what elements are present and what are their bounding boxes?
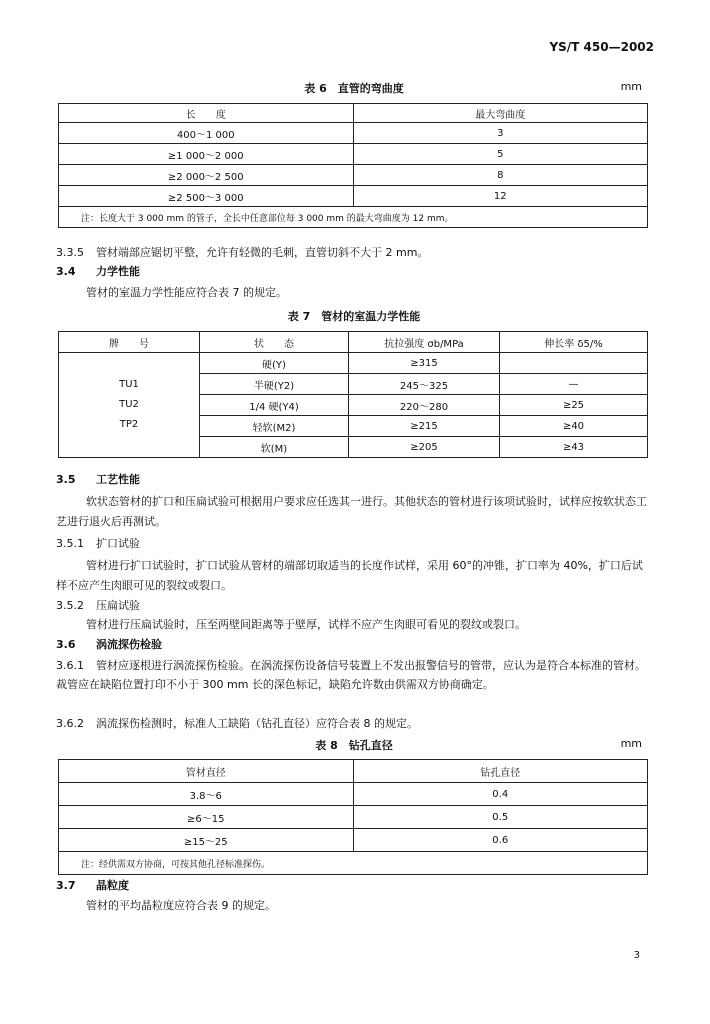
section-number: 3.5: [56, 473, 76, 486]
section-text: 涡流探伤检测时，标准人工缺陷（钻孔直径）应符合表 8 的规定。: [96, 717, 418, 730]
table-cell: 5: [353, 144, 648, 165]
section-3-6-1: [56, 656, 652, 694]
section-3-7-text: 管材的平均晶粒度应符合表 9 的规定。: [86, 899, 276, 912]
table-cell: ≥15～25: [59, 829, 354, 852]
table-row: [59, 144, 648, 165]
table8-caption: 表 8 钻孔直径: [315, 739, 393, 752]
table-cell: 245～325: [349, 374, 500, 395]
section-3-4-text: 管材的室温力学性能应符合表 7 的规定。: [86, 286, 287, 299]
section-title: 扩口试验: [96, 537, 140, 550]
section-3-6-heading: [56, 637, 652, 653]
table-cell: 1/4 硬(Y4): [200, 395, 349, 416]
table-cell: ≥25: [500, 395, 648, 416]
table-cell: 3.8～6: [59, 783, 354, 806]
table-cell: 8: [353, 165, 648, 186]
table-cell: ≥205: [349, 437, 500, 458]
table-cell: 半硬(Y2): [200, 374, 349, 395]
table7-caption: 表 7 管材的室温力学性能: [287, 310, 421, 323]
table-cell: 硬(Y): [200, 353, 349, 374]
table7-header-elongation: 伸长率 δ5/%: [500, 332, 648, 353]
table-cell: 12: [353, 186, 648, 207]
table6-note: 注：长度大于 3 000 mm 的管子，全长中任意部位每 3 000 mm 的最大弯曲度为 12 mm。: [59, 207, 648, 228]
section-number: 3.7: [56, 879, 76, 892]
table7-header-state: 状 态: [200, 332, 349, 353]
section-number: 3.5.1: [56, 537, 84, 550]
section-3-4-heading: [56, 264, 652, 280]
section-3-5-1-text: 管材进行扩口试验时，扩口试验从管材的端部切取适当的长度作试样，采用 60°的冲锥，扩口率为 40%，扩口后试样不应产生肉眼可见的裂纹或裂口。: [56, 559, 643, 592]
table-cell: 0.4: [353, 783, 648, 806]
table-row: [59, 806, 648, 829]
standard-code: YS/T 450—2002: [549, 40, 654, 54]
section-number: 3.6.2: [56, 717, 84, 730]
table-row: [59, 783, 648, 806]
table8-header-pipe-diameter: 管材直径: [59, 760, 354, 783]
section-3-7-heading: [56, 878, 652, 894]
table6-header-bend: 最大弯曲度: [353, 104, 648, 123]
section-number: 3.3.5: [56, 246, 84, 259]
table-row: [59, 353, 648, 374]
table6-header-length: 长 度: [59, 104, 354, 123]
table-cell: 220～280: [349, 395, 500, 416]
section-title: 晶粒度: [96, 879, 129, 892]
table-cell: —: [500, 374, 648, 395]
table-cell: ≥1 000～2 000: [59, 144, 354, 165]
table6-unit: mm: [620, 80, 642, 93]
section-3-5-text: 软状态管材的扩口和压扁试验可根据用户要求应任选其一进行。其他状态的管材进行该项试验时，试样应按软状态工艺进行退火后再测试。: [56, 495, 647, 528]
table-cell: ≥2 500～3 000: [59, 186, 354, 207]
table-row: [59, 186, 648, 207]
table7-header-brand: 牌 号: [59, 332, 200, 353]
section-title: 涡流探伤检验: [96, 638, 162, 651]
section-number: 3.6.1: [56, 659, 84, 672]
table-header-row: [59, 760, 648, 783]
section-3-5-heading: [56, 472, 652, 488]
table-cell: ≥315: [349, 353, 500, 374]
table-note-row: [59, 207, 648, 228]
table8: [58, 759, 648, 875]
table8-note: 注：经供需双方协商，可按其他孔径标准探伤。: [59, 852, 648, 875]
section-title: 工艺性能: [96, 473, 140, 486]
section-3-6-2: [56, 716, 652, 732]
section-3-5-1-heading: [56, 536, 652, 552]
table-cell: 软(M): [200, 437, 349, 458]
section-title: 力学性能: [96, 265, 140, 278]
table-cell: 0.5: [353, 806, 648, 829]
table-row: [59, 123, 648, 144]
table-cell: 0.6: [353, 829, 648, 852]
table6-caption: 表 6 直管的弯曲度: [304, 82, 404, 95]
table6-caption-row: [56, 80, 652, 96]
table-cell: ≥215: [349, 416, 500, 437]
table-cell: ≥43: [500, 437, 648, 458]
section-number: 3.4: [56, 265, 76, 278]
table-cell: ≥6～15: [59, 806, 354, 829]
section-3-5-2-heading: [56, 598, 652, 614]
table7-caption-row: [56, 308, 652, 324]
table7-brand-cell: [59, 353, 200, 458]
table-header-row: [59, 332, 648, 353]
table-cell: ≥40: [500, 416, 648, 437]
table-row: [59, 829, 648, 852]
table8-caption-row: [56, 737, 652, 753]
brand-label: TU1: [119, 379, 139, 390]
table8-unit: mm: [620, 737, 642, 750]
brand-label: TU2: [119, 399, 139, 410]
section-text: 管材应逐根进行涡流探伤检验。在涡流探伤设备信号装置上不发出报警信号的管带，应认为是符合本标准的管材。裁管应在缺陷位置打印不小于 300 mm 长的深色标记，缺陷允许数由供需双方协商确定。: [56, 659, 646, 691]
table8-header-hole-diameter: 钻孔直径: [353, 760, 648, 783]
table6: [58, 103, 648, 228]
table-cell: 400～1 000: [59, 123, 354, 144]
table-cell: 轻软(M2): [200, 416, 349, 437]
section-text: 管材端部应锯切平整，允许有轻微的毛刺，直管切斜不大于 2 mm。: [96, 246, 429, 259]
table-row: [59, 165, 648, 186]
page-number: 3: [633, 950, 640, 961]
table-cell: [500, 353, 648, 374]
table7-header-strength: 抗拉强度 σb/MPa: [349, 332, 500, 353]
section-3-3-5: [56, 245, 652, 261]
table-note-row: [59, 852, 648, 875]
section-number: 3.6: [56, 638, 76, 651]
table-cell: ≥2 000～2 500: [59, 165, 354, 186]
table-cell: 3: [353, 123, 648, 144]
section-number: 3.5.2: [56, 599, 84, 612]
brand-label: TP2: [119, 419, 139, 430]
table-header-row: [59, 104, 648, 123]
section-3-5-2-text: 管材进行压扁试验时，压至两壁间距离等于壁厚，试样不应产生肉眼可看见的裂纹或裂口。: [86, 618, 526, 631]
table7: [58, 331, 648, 458]
section-title: 压扁试验: [96, 599, 140, 612]
